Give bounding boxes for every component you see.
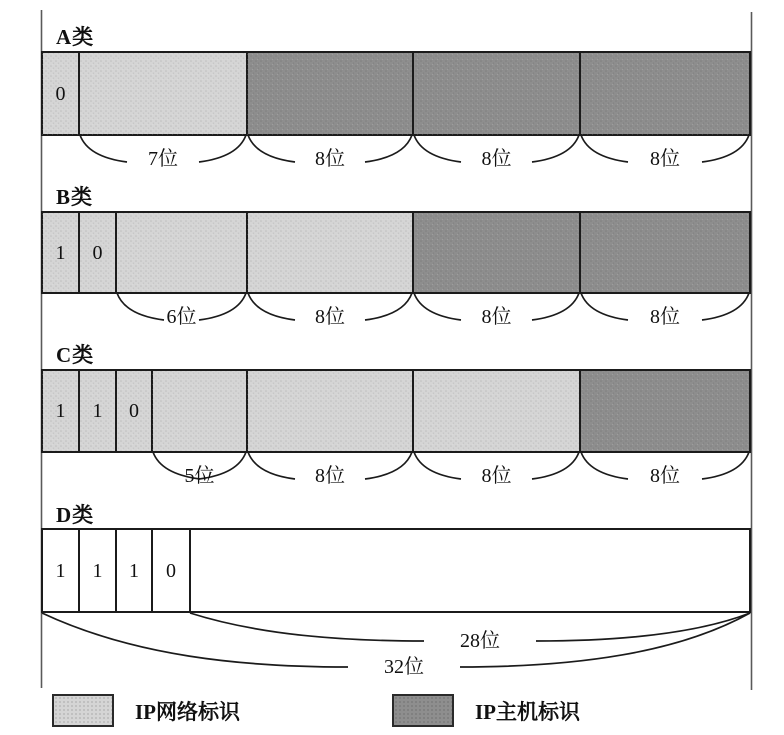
class-a-brace-right-3	[702, 135, 749, 162]
class-c-brace-left-1	[248, 452, 295, 479]
class-c-span-label-0: 5位	[184, 465, 215, 487]
class-a-brace-left-1	[248, 135, 295, 162]
class-c-brace-left-2	[414, 452, 461, 479]
class-a-cell-texture-3	[413, 52, 580, 135]
class-a-bit-0: 0	[55, 82, 66, 105]
class-a-cell-texture-4	[580, 52, 750, 135]
class-a-cell-texture-1	[79, 52, 247, 135]
d-brace-left-1	[42, 613, 348, 667]
class-a-brace-right-0	[199, 135, 246, 162]
class-b-cell-texture-3	[247, 212, 413, 293]
class-c-brace-left-3	[581, 452, 628, 479]
class-d-label: D类	[56, 503, 95, 527]
legend-item-host	[392, 694, 580, 727]
class-c-bit-1: 1	[92, 400, 103, 422]
class-b-span-label-0: 6位	[166, 306, 197, 328]
class-a-brace-right-1	[365, 135, 412, 162]
class-a-span-label-1: 8位	[315, 148, 345, 170]
class-a-label: A类	[56, 25, 95, 49]
class-b-brace-right-3	[702, 293, 749, 320]
class-d-bit-2: 1	[129, 559, 139, 582]
class-c-cell-texture-3	[152, 370, 247, 452]
class-d-bit-3: 0	[166, 559, 176, 582]
host-color-swatch	[392, 694, 454, 727]
class-c-span-label-3: 8位	[650, 465, 680, 487]
class-c-brace-right-3	[702, 452, 749, 479]
class-b-span-label-2: 8位	[481, 306, 512, 328]
class-c-cell-texture-4	[247, 370, 413, 452]
class-b-brace-right-0	[199, 293, 246, 320]
class-b-brace-left-1	[248, 293, 295, 320]
class-b-brace-right-1	[365, 293, 412, 320]
class-b-label: B类	[56, 185, 94, 209]
class-a-brace-left-2	[414, 135, 461, 162]
class-d-bit-0: 1	[55, 559, 66, 582]
legend-item-network	[52, 694, 240, 727]
class-a-cell-texture-2	[247, 52, 413, 135]
class-c-span-label-1: 8位	[315, 465, 345, 487]
class-a-brace-left-0	[80, 135, 127, 162]
d-brace-label-0: 28位	[460, 630, 500, 652]
class-c-cell-texture-5	[413, 370, 580, 452]
class-b-cell-texture-5	[580, 212, 750, 293]
class-a-span-label-0: 7位	[148, 148, 178, 170]
class-b-brace-left-0	[117, 293, 164, 320]
class-b-span-label-1: 8位	[315, 306, 345, 328]
network-color-swatch	[52, 694, 114, 727]
class-c-label: C类	[56, 343, 95, 367]
class-b-bit-1: 0	[92, 241, 103, 264]
class-b-span-label-3: 8位	[650, 306, 680, 328]
class-c-brace-right-1	[365, 452, 412, 479]
d-brace-left-0	[190, 613, 424, 641]
class-c-cell-texture-6	[580, 370, 750, 452]
class-c-bit-2: 0	[129, 400, 139, 422]
legend-label-host: IP主机标识	[475, 699, 580, 724]
class-b-brace-right-2	[532, 293, 579, 320]
class-d-cell-4	[190, 529, 750, 612]
class-c-span-label-2: 8位	[481, 465, 512, 487]
class-a-span-label-3: 8位	[650, 148, 680, 170]
class-a-span-label-2: 8位	[481, 148, 512, 170]
class-b-cell-texture-2	[116, 212, 247, 293]
class-a-brace-left-3	[581, 135, 628, 162]
d-brace-right-0	[536, 613, 750, 641]
class-b-brace-left-2	[414, 293, 461, 320]
class-b-cell-texture-4	[413, 212, 580, 293]
class-c-bit-0: 1	[55, 400, 66, 422]
class-b-bit-0: 1	[55, 241, 66, 264]
class-a-brace-right-2	[532, 135, 579, 162]
d-brace-right-1	[460, 613, 750, 667]
class-b-brace-left-3	[581, 293, 628, 320]
d-brace-label-1: 32位	[384, 656, 424, 678]
legend-label-network: IP网络标识	[135, 699, 240, 724]
class-c-brace-right-2	[532, 452, 579, 479]
class-d-bit-1: 1	[92, 559, 103, 582]
